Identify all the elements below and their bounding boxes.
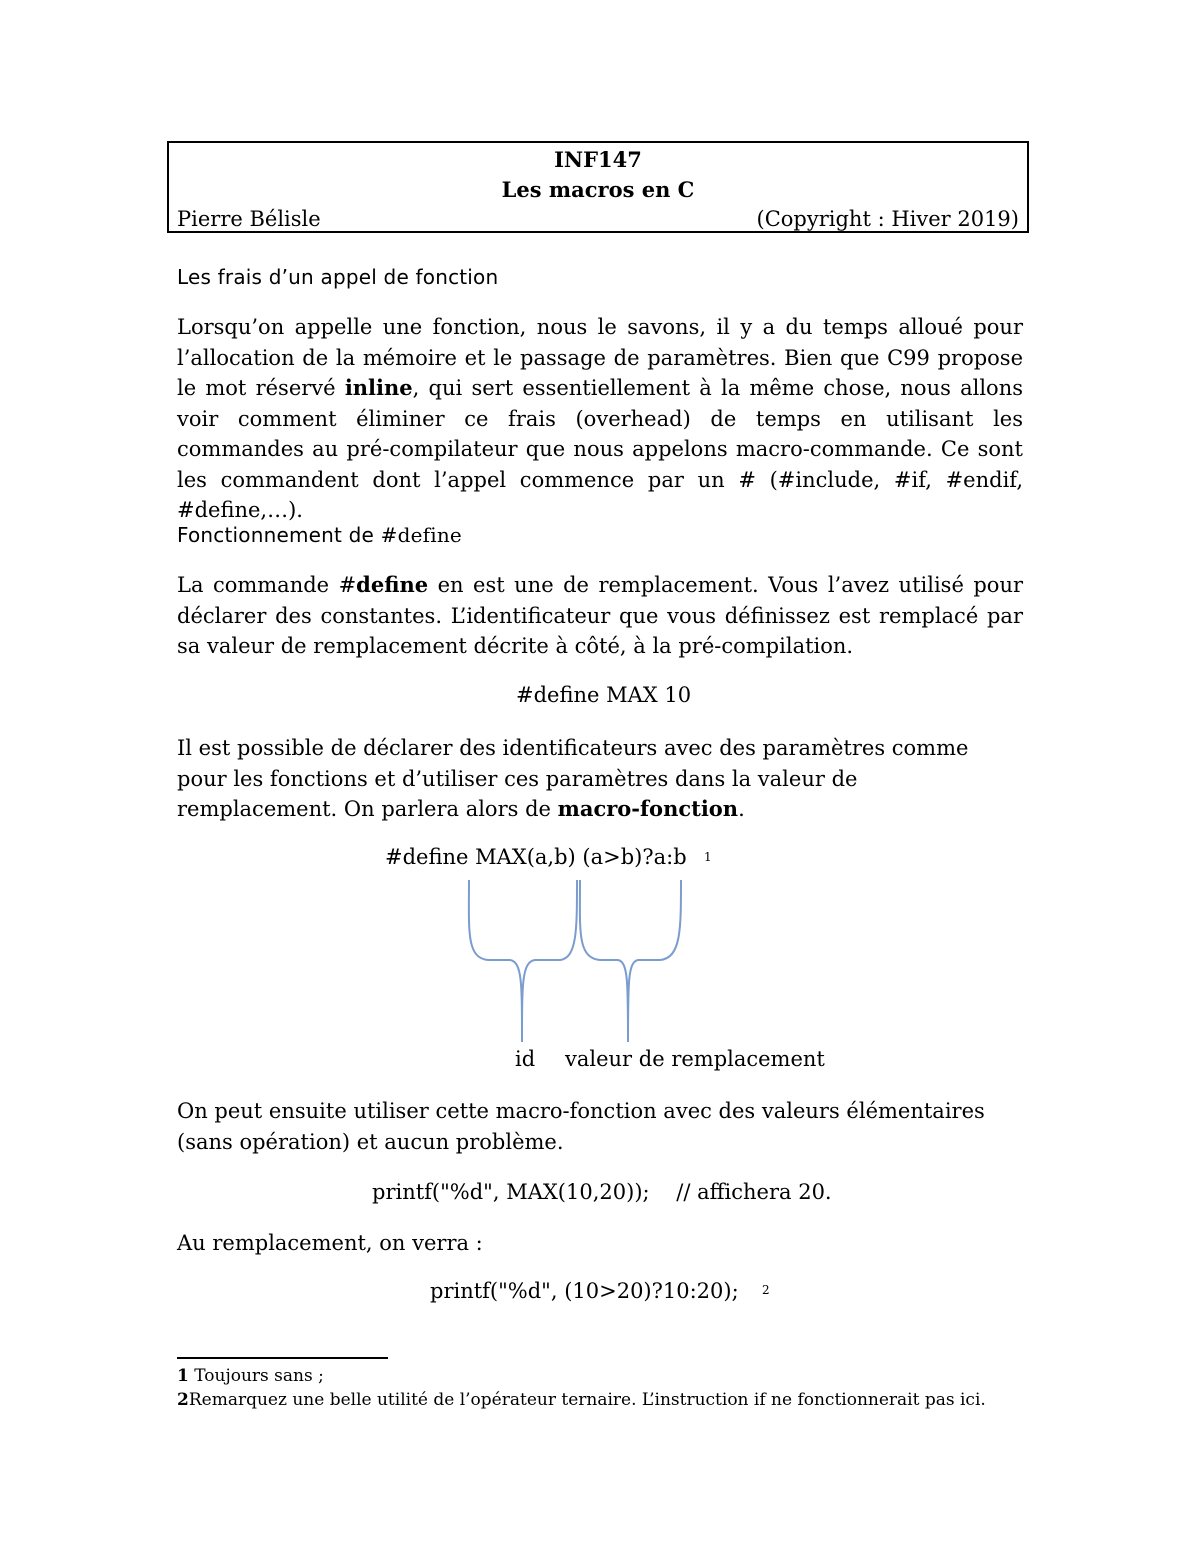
code-define-max-macro: #define MAX(a,b) (a>b)?a:b <box>385 845 687 869</box>
keyword-define: define <box>356 572 429 597</box>
brace-value <box>580 880 681 1042</box>
paragraph-frais-text-a: Lorsqu’on appelle une fonction, nous le savons, il y a du temps alloué pour l’allocation de la mémoire et le passage de paramètres. Bien que C99 propose le mot réservé <box>177 315 1023 400</box>
footnote-ref-2: 2 <box>762 1283 770 1297</box>
paragraph-define <box>177 570 1023 662</box>
course-code: INF147 <box>554 147 642 172</box>
document-title: Les macros en C <box>501 177 695 202</box>
section-heading-frais: Les frais d’un appel de fonction <box>177 265 499 289</box>
footnote-2-text: Remarquez une belle utilité de l’opérateur ternaire. L’instruction if ne fonctionnerait pas ici. <box>188 1390 986 1410</box>
paragraph-utilisation: On peut ensuite utiliser cette macro-fonction avec des valeurs élémentaires (sans opération) et aucun problème. <box>177 1099 985 1154</box>
paragraph-macro-fonction <box>177 733 1023 825</box>
paragraph-frais-text-b: , qui sert essentiellement à la même chose, nous allons voir comment éliminer ce frais (overhead) de temps en utilisant les commandes au pré-compilateur que nous appelons macro-commande. Ce sont les commandent dont l’appel commence par un # (#include, #if, #endif, #define,…). <box>177 376 1023 522</box>
code-printf-max: printf("%d", MAX(10,20)); // affichera 20. <box>372 1180 832 1204</box>
footnote-2 <box>177 1390 986 1410</box>
keyword-macro-fonction: macro-fonction <box>557 796 739 821</box>
brace-diagram <box>440 870 700 1050</box>
footnote-2-number: 2 <box>177 1390 189 1410</box>
paragraph-define-text-b: en est une de remplacement. Vous l’avez utilisé pour déclarer des constantes. L’identificateur que vous définissez est remplacé par sa valeur de remplacement décrite à côté, à la pré-compilation. <box>177 573 1024 658</box>
keyword-inline: inline <box>344 375 413 400</box>
copyright-notice: (Copyright : Hiver 2019) <box>756 207 1019 231</box>
section-heading-define-keyword: #define <box>380 523 462 547</box>
paragraph-macro-text-a: Il est possible de déclarer des identificateurs avec des paramètres comme pour les fonctions et d’utiliser ces paramètres dans la valeur de remplacement. On parlera alors de <box>177 736 969 821</box>
paragraph-remplacement: Au remplacement, on verra : <box>177 1231 483 1255</box>
title-box <box>167 141 1029 233</box>
paragraph-macro-text-b: . <box>738 797 745 821</box>
footnote-ref-1: 1 <box>704 850 712 864</box>
footnote-separator <box>177 1357 388 1359</box>
section-heading-define <box>177 523 462 547</box>
code-define-max: #define MAX 10 <box>516 683 692 707</box>
section-heading-define-text: Fonctionnement de <box>177 523 381 547</box>
label-valeur-remplacement: valeur de remplacement <box>565 1047 825 1071</box>
code-printf-ternary: printf("%d", (10>20)?10:20); <box>430 1279 739 1303</box>
footnote-1-number: 1 <box>177 1366 189 1386</box>
paragraph-frais <box>177 312 1023 526</box>
footnote-1-text: Toujours sans ; <box>188 1366 324 1386</box>
brace-id <box>469 880 577 1042</box>
author-name: Pierre Bélisle <box>177 207 321 231</box>
label-id: id <box>515 1047 536 1071</box>
footnote-1 <box>177 1366 324 1386</box>
paragraph-define-text-a: La commande # <box>177 573 357 597</box>
